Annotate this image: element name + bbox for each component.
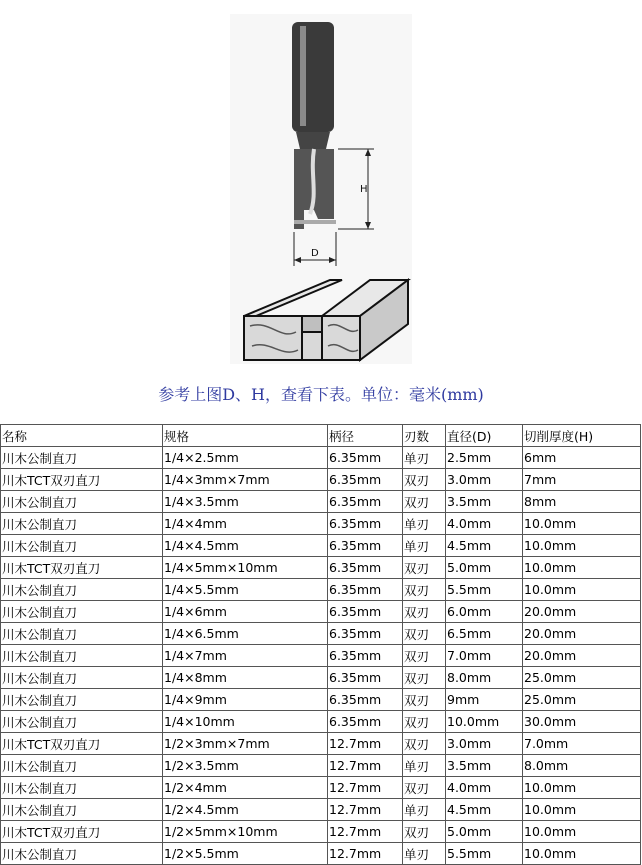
cell-name: 川木公制直刀 <box>1 755 163 777</box>
cell-cut-depth: 8mm <box>523 491 641 513</box>
bit-neck <box>296 132 330 149</box>
table-row <box>1 535 641 557</box>
cell-shank: 12.7mm <box>328 777 403 799</box>
cell-diameter: 10.0mm <box>446 711 523 733</box>
caption: 参考上图D、H，查看下表。单位：毫米(mm) <box>158 385 484 404</box>
cell-flutes: 双刃 <box>403 601 446 623</box>
cell-diameter: 5.5mm <box>446 843 523 865</box>
cell-spec: 1/4×2.5mm <box>163 447 328 469</box>
table-row <box>1 579 641 601</box>
cell-name: 川木公制直刀 <box>1 579 163 601</box>
cell-cut-depth: 20.0mm <box>523 601 641 623</box>
table-body <box>1 447 641 865</box>
table-row <box>1 755 641 777</box>
cell-flutes: 双刃 <box>403 733 446 755</box>
cell-diameter: 4.5mm <box>446 535 523 557</box>
cell-shank: 6.35mm <box>328 711 403 733</box>
cell-shank: 6.35mm <box>328 689 403 711</box>
cell-spec: 1/4×4.5mm <box>163 535 328 557</box>
table-row <box>1 557 641 579</box>
cell-diameter: 4.0mm <box>446 777 523 799</box>
cell-diameter: 8.0mm <box>446 667 523 689</box>
table-row <box>1 491 641 513</box>
cell-name: 川木公制直刀 <box>1 645 163 667</box>
table-row <box>1 821 641 843</box>
cell-name: 川木公制直刀 <box>1 777 163 799</box>
cell-cut-depth: 30.0mm <box>523 711 641 733</box>
cell-spec: 1/4×5mm×10mm <box>163 557 328 579</box>
cell-flutes: 双刃 <box>403 623 446 645</box>
cell-flutes: 单刃 <box>403 447 446 469</box>
table-row <box>1 799 641 821</box>
cell-spec: 1/4×5.5mm <box>163 579 328 601</box>
cell-shank: 12.7mm <box>328 733 403 755</box>
cell-shank: 6.35mm <box>328 601 403 623</box>
table-row <box>1 447 641 469</box>
cell-spec: 1/2×3mm×7mm <box>163 733 328 755</box>
cell-spec: 1/4×3mm×7mm <box>163 469 328 491</box>
cell-shank: 6.35mm <box>328 491 403 513</box>
bit-shank <box>292 22 334 132</box>
cell-shank: 12.7mm <box>328 755 403 777</box>
cell-diameter: 3.0mm <box>446 469 523 491</box>
label-d: D <box>311 248 319 259</box>
dimension-d <box>294 232 336 266</box>
cell-cut-depth: 10.0mm <box>523 777 641 799</box>
cell-spec: 1/4×4mm <box>163 513 328 535</box>
cell-name: 川木TCT双刃直刀 <box>1 821 163 843</box>
table-header-row <box>1 425 641 447</box>
table-row <box>1 777 641 799</box>
cell-flutes: 单刃 <box>403 513 446 535</box>
header-diameter: 直径(D) <box>446 425 523 447</box>
cell-diameter: 3.5mm <box>446 755 523 777</box>
cell-shank: 12.7mm <box>328 799 403 821</box>
header-cut-depth: 切削厚度(H) <box>523 425 641 447</box>
cell-name: 川木公制直刀 <box>1 799 163 821</box>
table-row <box>1 667 641 689</box>
cell-diameter: 3.0mm <box>446 733 523 755</box>
table-row <box>1 623 641 645</box>
cell-flutes: 单刃 <box>403 799 446 821</box>
table-row <box>1 733 641 755</box>
cell-flutes: 单刃 <box>403 535 446 557</box>
cell-shank: 6.35mm <box>328 645 403 667</box>
cell-flutes: 双刃 <box>403 645 446 667</box>
cell-flutes: 双刃 <box>403 469 446 491</box>
table-row <box>1 513 641 535</box>
cell-diameter: 6.5mm <box>446 623 523 645</box>
cell-shank: 6.35mm <box>328 579 403 601</box>
cell-shank: 12.7mm <box>328 821 403 843</box>
cell-diameter: 5.0mm <box>446 821 523 843</box>
cell-flutes: 双刃 <box>403 557 446 579</box>
cell-spec: 1/2×5.5mm <box>163 843 328 865</box>
cell-spec: 1/2×3.5mm <box>163 755 328 777</box>
cell-cut-depth: 25.0mm <box>523 667 641 689</box>
cell-shank: 6.35mm <box>328 557 403 579</box>
header-spec: 规格 <box>163 425 328 447</box>
header-name: 名称 <box>1 425 163 447</box>
cell-shank: 6.35mm <box>328 469 403 491</box>
cell-spec: 1/4×6mm <box>163 601 328 623</box>
cell-cut-depth: 7.0mm <box>523 733 641 755</box>
cell-cut-depth: 7mm <box>523 469 641 491</box>
table-row <box>1 469 641 491</box>
cell-shank: 6.35mm <box>328 535 403 557</box>
cell-diameter: 3.5mm <box>446 491 523 513</box>
cell-name: 川木公制直刀 <box>1 843 163 865</box>
cell-spec: 1/2×5mm×10mm <box>163 821 328 843</box>
cell-spec: 1/4×9mm <box>163 689 328 711</box>
cell-flutes: 双刃 <box>403 711 446 733</box>
cell-flutes: 双刃 <box>403 491 446 513</box>
cell-flutes: 双刃 <box>403 821 446 843</box>
cell-name: 川木公制直刀 <box>1 667 163 689</box>
cell-name: 川木TCT双刃直刀 <box>1 733 163 755</box>
cell-shank: 6.35mm <box>328 623 403 645</box>
cell-cut-depth: 10.0mm <box>523 799 641 821</box>
wood-groove-illustration <box>244 280 408 360</box>
cell-diameter: 4.0mm <box>446 513 523 535</box>
cell-cut-depth: 10.0mm <box>523 557 641 579</box>
cell-flutes: 双刃 <box>403 777 446 799</box>
table-row <box>1 601 641 623</box>
header-shank: 柄径 <box>328 425 403 447</box>
cell-cut-depth: 20.0mm <box>523 623 641 645</box>
cell-shank: 12.7mm <box>328 843 403 865</box>
cell-diameter: 5.0mm <box>446 557 523 579</box>
cell-name: 川木公制直刀 <box>1 711 163 733</box>
cell-diameter: 6.0mm <box>446 601 523 623</box>
dimension-h <box>338 149 374 229</box>
cell-name: 川木公制直刀 <box>1 491 163 513</box>
cell-diameter: 7.0mm <box>446 645 523 667</box>
router-bit-illustration <box>230 14 412 364</box>
cell-diameter: 5.5mm <box>446 579 523 601</box>
cell-name: 川木公制直刀 <box>1 689 163 711</box>
header-flutes: 刃数 <box>403 425 446 447</box>
cell-diameter: 4.5mm <box>446 799 523 821</box>
cell-cut-depth: 10.0mm <box>523 821 641 843</box>
cell-diameter: 9mm <box>446 689 523 711</box>
specs-table <box>0 424 641 865</box>
cell-spec: 1/4×7mm <box>163 645 328 667</box>
label-h: H <box>360 184 368 195</box>
cell-name: 川木公制直刀 <box>1 513 163 535</box>
cell-flutes: 双刃 <box>403 689 446 711</box>
cell-flutes: 单刃 <box>403 843 446 865</box>
cell-flutes: 双刃 <box>403 579 446 601</box>
cell-name: 川木公制直刀 <box>1 535 163 557</box>
cell-cut-depth: 6mm <box>523 447 641 469</box>
cell-spec: 1/4×3.5mm <box>163 491 328 513</box>
cell-shank: 6.35mm <box>328 667 403 689</box>
cell-shank: 6.35mm <box>328 447 403 469</box>
cell-spec: 1/4×8mm <box>163 667 328 689</box>
cell-diameter: 2.5mm <box>446 447 523 469</box>
cell-shank: 6.35mm <box>328 513 403 535</box>
cell-name: 川木TCT双刃直刀 <box>1 557 163 579</box>
cell-cut-depth: 10.0mm <box>523 843 641 865</box>
cell-spec: 1/2×4.5mm <box>163 799 328 821</box>
table-row <box>1 711 641 733</box>
cell-cut-depth: 20.0mm <box>523 645 641 667</box>
cell-spec: 1/4×10mm <box>163 711 328 733</box>
router-bit-diagram <box>230 14 412 364</box>
table-row <box>1 689 641 711</box>
cell-name: 川木公制直刀 <box>1 447 163 469</box>
cell-spec: 1/2×4mm <box>163 777 328 799</box>
cell-flutes: 单刃 <box>403 755 446 777</box>
cell-cut-depth: 10.0mm <box>523 535 641 557</box>
cell-cut-depth: 10.0mm <box>523 579 641 601</box>
cell-name: 川木公制直刀 <box>1 601 163 623</box>
cell-cut-depth: 25.0mm <box>523 689 641 711</box>
cell-cut-depth: 8.0mm <box>523 755 641 777</box>
cell-name: 川木公制直刀 <box>1 623 163 645</box>
cell-flutes: 双刃 <box>403 667 446 689</box>
table-row <box>1 645 641 667</box>
cell-name: 川木TCT双刃直刀 <box>1 469 163 491</box>
table-row <box>1 843 641 865</box>
cell-spec: 1/4×6.5mm <box>163 623 328 645</box>
cell-cut-depth: 10.0mm <box>523 513 641 535</box>
